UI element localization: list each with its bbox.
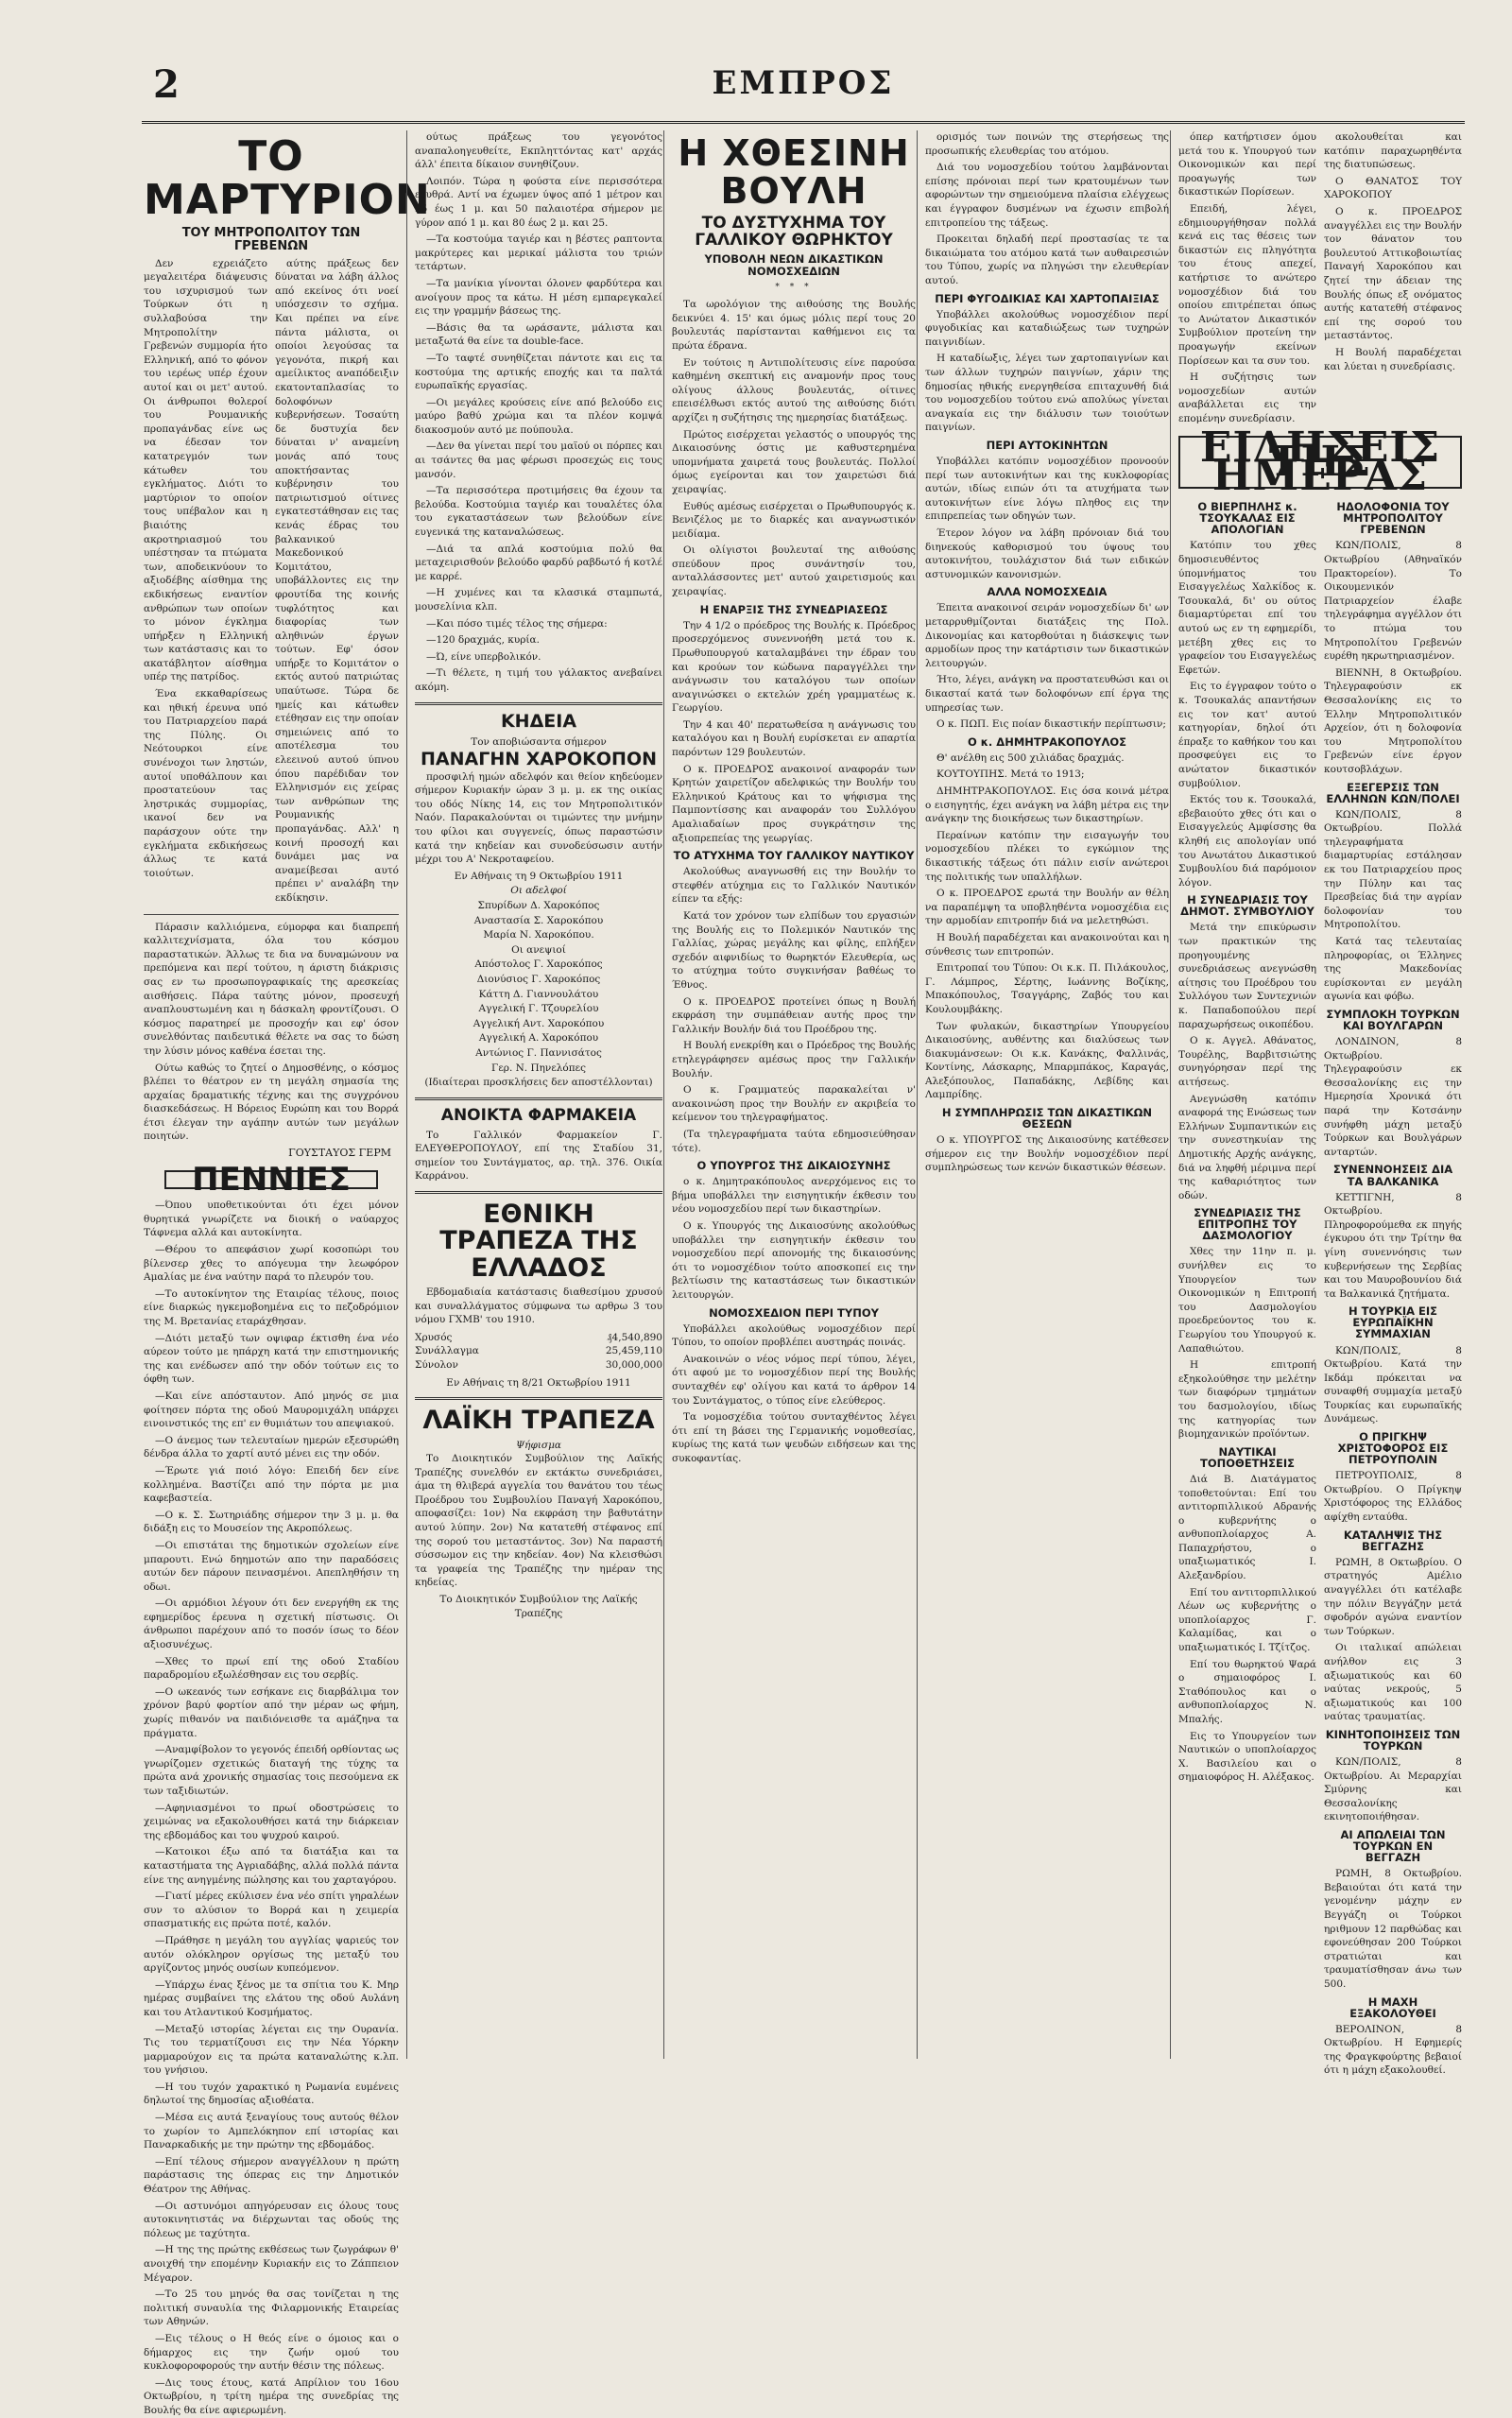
popular-bank-subtitle: Ψήφισμα [515, 1439, 562, 1451]
heading-naval-postings: ΝΑΥΤΙΚΑΙ ΤΟΠΟΘΕΤΗΣΕΙΣ [1200, 1444, 1295, 1470]
pharmacies-text: Το Γαλλικόν Φαρμακείον Γ. ΕΛΕΥΘΕΡΟΠΟΥΛΟΥ, επί της Σταδίου 31, σημείον του Συντάγματος, αρ. τηλ. 376. Οικία Καρράνου. [415, 1129, 662, 1183]
paragraph: Την 4 1/2 ο πρόεδρος της Βουλής κ. Πρόεδρος προσερχόμενος συνεννοήθη μετά του κ. Πρωθυπουργού καταλαμβάνει την έδραν του και κρούων τον κώδωνα παραγγέλλει την ανάγνωσιν του καταλόγου των οποίων αναγινώσκει ο εκτελών χρέη γραμματέως κ. Γεωργίου. [672, 619, 916, 715]
paragraph: —Οι μεγάλες κρούσεις είνε από βελούδο εις μαύρο βαθύ χρώμα και τα πλέον κομψά διακοσμούν αυτό με πούπουλα. [415, 396, 662, 436]
paragraph: Προκειται δηλαδή περί προστασίας τε τα δικαιώματα του ατόμου κατά των αυθαιρεσιών του Τύπου, χωρίς να πληγώσι την ελευθερίαν αυτού. [925, 233, 1169, 286]
paragraph: —Μεταξύ ιστορίας λέγεται εις την Ουρανία. Τις του τερματίζουσι εις την Νέα Υόρκην μαρμαρούχον εις τα πρώτα καταναλώτης κ.λπ. του γνήσιου. [144, 2023, 399, 2077]
paragraph: Μετά την επικύρωσιν των πρακτικών της προηγουμένης συνεδριάσεως ανεγνώσθη αίτησις του Προέδρου του Συλλόγου των Συντεχνιών κ. Παπαδοπούλου περί παραχωρήσεως οικοπέδου. [1178, 922, 1316, 1030]
heading-other-bills: ΑΛΛΑ ΝΟΜΟΣΧΕΔΙΑ [987, 585, 1108, 599]
paragraph: —Τα μανίκια γίνονται όλονεν φαρδύτερα και ανοίγουν προς τα κάτω. Η μέση εμπαρεγκαλεί εις την γραμμήν βάσεως της. [415, 277, 662, 318]
column-5 [1170, 130, 1462, 2077]
paragraph: Λοιπόν. Τώρα η φούστα είνε περισσότερα ερυθρά. Αντί να έχωμεν ύψος από 1 μέτρον και 25 έως 1 μ. και 50 παλαιοτέρα σήμερον με γύρον από 1 μ. και 80 έως 2 μ. και 25. [415, 175, 662, 229]
paragraph: Κατά τας τελευταίας πληροφορίας, οι Έλληνες της Μακεδονίας ευρίσκονται εν μεγάλη αγωνία και φόβω. [1324, 936, 1462, 1003]
heading-benghazi: ΚΑΤΑΛΗΨΙΣ ΤΗΣ ΒΕΓΓΑΖΗΣ [1343, 1528, 1443, 1553]
paragraph: Υποβάλλει ακολούθως νομοσχέδιον περί φυγοδικίας και καταδιώξεως των τυχηρών παιγνιδίων. [925, 308, 1169, 348]
heading-minister: Ο ΥΠΟΥΡΓΟΣ ΤΗΣ ΔΙΚΑΙΟΣΥΝΗΣ [696, 1159, 891, 1173]
paragraph: Περαίνων κατόπιν την εισαγωγήν του νομοσχεδίου πλέκει το εγκώμιον της δικαστικής τάξεως ότι πάλιν εισίν ανώτεροι της πολιτικής των υπαλλήλων. [925, 829, 1169, 883]
bank-table-row [415, 1358, 662, 1373]
turk-bulgar-clash-text [1324, 1035, 1462, 1159]
paragraph: Ο κ. Υπουργός της Δικαιοσύνης ακολούθως υποβάλλει την εισηγητικήν έκθεσιν του νομοσχεδίου περί απονομής της δικαιοσύνης ότι το νομοσχέδιον τούτο αποσκοπεί εις την βελτίωσιν της καταστάσεως των δικαστικών λειτουργών. [672, 1220, 916, 1301]
funeral-note: (Ιδιαίτεραι προσκλήσεις δεν αποστέλλονται) [424, 1077, 653, 1089]
paragraph: ΚΕΤΤΙΓΝΗ, 8 Οκτωβρίου. Πληροφορούμεθα εκ πηγής έγκυρου ότι την Τρίτην θα γίνη συνεννόησις των κυβερνήσεων της Σερβίας και του Μαυροβουνίου διά τα Βαλκανικά ζητήματα. [1324, 1191, 1462, 1300]
heading-prince-christopher: Ο ΠΡΙΓΚΗΨ ΧΡΙΣΤΟΦΟΡΟΣ ΕΙΣ ΠΕΤΡΟΥΠΟΛΙΝ [1337, 1430, 1449, 1467]
bank-table-row [415, 1344, 662, 1358]
paragraph: όπερ κατήρτισεν όμου μετά του κ. Υπουργού των Οικονομικών και περί προαγωγής των δικαστικών Πορίσεων. [1178, 131, 1316, 199]
funeral-subtitle: Τον αποβιώσαντα σήμερον [471, 735, 607, 748]
martyrion-lower [144, 921, 399, 1145]
paragraph: Η Βουλή παραδέχεται και ανακοινούται και η σύνθεσις των επιτροπών. [925, 931, 1169, 958]
column-1 [144, 130, 431, 2416]
paragraph: —Το αυτοκίνητον της Εταιρίας τέλους, ποιος είνε διαρκώς ηγκεμοβοημένα εις το πεζοδρόμιον της Μ. Βρετανίας εταράχθησαν. [144, 1287, 399, 1327]
heading-opening: Η ΕΝΑΡΞΙΣ ΤΗΣ ΣΥΝΕΔΡΙΑΣΕΩΣ [699, 602, 888, 616]
popular-bank-signature: Το Διοικητικόν Συμβούλιον της Λαϊκής Τραπέζης [439, 1594, 638, 1619]
paragraph: Ο κ. Γραμματεύς παρακαλείται ν' ανακοινώση προς την Βουλήν εν ακριβεία το κείμενον του τηλεγραφήματος. [672, 1084, 916, 1124]
paragraph: —Όπου υποθετικούνται ότι έχει μόνον θυρητικά γνωρίζετε να διοική ο ναύαρχος Τάφνεμα αλλά και αυτοκίνητα. [144, 1200, 399, 1239]
paragraph: —Τα περισσότερα προτιμήσεις θα έχουν τα βελούδα. Κοστούμια ταγιέρ και τουαλέτες όλα του εγκαταστάσεων των βελούδων είνε ευγενικά της καταναλώσεως. [415, 485, 662, 539]
paragraph: —Χθες το πρωί επί της οδού Σταδίου παραδρομίου εξωλέσθησαν εις του σερβίς. [144, 1655, 399, 1682]
paragraph: Επί του αντιτορπιλλικού Λέων ως κυβερνήτης ο υποπλοίαρχος Γ. Καλαμίδας, και ο υπαξιωματικός Ι. Τζίτζος. [1178, 1586, 1316, 1654]
divider [415, 1397, 662, 1400]
parliament-minister [672, 1175, 916, 1302]
paragraph: Υποβάλλει ακολούθως νομοσχέδιον περί Τύπου, το οποίον προβλέπει αυστηράς ποινάς. [672, 1322, 916, 1349]
turk-losses-text [1324, 1867, 1462, 1991]
national-bank-text: Εβδομαδιαία κατάστασις διαθεσίμου χρυσού και συναλλάγματος σύμφωνα τω αρθρω 3 του νόμου ΓΧΜΒ' του 1910. [415, 1287, 662, 1326]
tsoukalas-text [1178, 539, 1316, 889]
gambling-text [925, 308, 1169, 435]
col5-top-right [1324, 130, 1462, 428]
paragraph: Έτερον λόγον να λάβη πρόνοιαν διά του διηνεκούς καθορισμού του ύψους του αυτοκινήτου, τουλάχιστον διά των ειδικών αστυνομικών κανονισμών. [925, 527, 1169, 580]
relative-name: Γερ. Ν. Πηνελόπες [491, 1062, 586, 1074]
paragraph: Χθες την 11ην π. μ. συνήλθεν εις το Υπουργείον των Οικονομικών η Επιτροπή του Δασμολογίου προεδρεύοντος του κ. Γεωργίου του Υπουργού κ. Λαπαθιώτου. [1178, 1246, 1316, 1355]
paragraph: Διά Β. Διατάγματος τοποθετούνται: Επί του αντιτορπιλλικού Αδρανής ο κυβερνήτης ο ανθυποπλοίαρχος Α. Παπαχρήστου, ο υπαξιωματικός Ι. Αλεξανδρίου. [1178, 1473, 1316, 1582]
heading-dimitrakopoulos: Ο κ. ΔΗΜΗΤΡΑΚΟΠΟΥΛΟΣ [967, 734, 1127, 749]
heading-turk-mobilization: ΚΙΝΗΤΟΠΟΙΗΣΕΙΣ ΤΩΝ ΤΟΥΡΚΩΝ [1325, 1727, 1461, 1753]
relative-name: Κάττη Δ. Γιαννουλάτου [478, 988, 599, 1000]
col5-news [1178, 496, 1462, 2081]
battle-continues-text [1324, 2023, 1462, 2078]
paragraph: Η επιτροπή εξηκολούθησε την μελέτην των διαφόρων τμημάτων του δασμολογίου, ιδίως της κατηγορίας των βιομηχανικών προϊόντων. [1178, 1359, 1316, 1441]
paragraph: Ανεγνώσθη κατόπιν αναφορά της Ενώσεως των Ελλήνων Συμπαντικών εις την συνεστηκυίαν της Δημοτικής Αρχής ανάγκης, διά να ληφθή μέριμνα περί της καθαριότητος των οδών. [1178, 1093, 1316, 1201]
paragraph: —Αναμφίβολον το γεγονός έπειδή ορθίοντας ως γνωρίζομεν σχετικώς διαταγή της τύχης τα πρώτα ανά χρονικής σημασίας τοις πεσούμενα εκ των ταξιδιωτών. [144, 1744, 399, 1797]
paragraph: αύτης πράξεως δεν δύναται να λάβη άλλος από εκείνος ότι νοεί υπόσχεσιν το σχήμα. Και πρέπει να είνε πάντα μάλιστα, οι οποίοι λεγούσας τα γεγονότα, πικρή και αμείλικτος αναπόδειξιν εκατονταπλασίας το δολοφόνων κυβερνήσεων. Τοσαύτη δε δυστυχία δεν δύναται ν' αναμείνη μονάς από τους αποκτήσαντας κυβέρνησιν του πατριωτισμού οίτινες εγκατεστάθησαν εις τας κενάς έδρας του βαλκανικού Μακεδονικού Κομιτάτου, υποβάλλοντες εις την φρουτίδα της κοινής τυφλότητος και διαφορίας των αληθινών έργων τούτων. Εφ' όσον υπήρξε το Κομιτάτον ο εκτός αυτού πατριώτας υπαύτωσε. Τώρα δε ημείς και κάτωθεν ετέθησαν εις την οποίαν σημειώνεις από το αποτέλεσμα του ελεεινού αυτού ύπνου όπου παρέδιδαν τον Ελληνισμόν εις χείρας των ανθρώπων της Ρουμανικής προπαγάνδας. Αλλ' η κοινή προσοχή και δυνάμει μας να αναμείβεσαι αυτό πρέπει ν' αναλάβη την εκδίκησιν. [275, 257, 400, 904]
paragraph: Έπειτα ανακοινοί σειράν νομοσχεδίων δι' ων μεταρρυθμίζονται διατάξεις της Πολ. Δικονομίας και κατορθούται η διάσκεψις των αρμοδίων προς την κατάρτισιν των δικαστικών λειτουργών. [925, 602, 1169, 669]
paragraph: —Οι επιστάται της δημοτικών σχολείων είνε μπαρουτι. Ενώ δηημοτών απο την παραδόσεις αυτών δεν πάρουν πεινασμένοι. Απεπληθήσιν τη οδωι. [144, 1539, 399, 1593]
other-bills-text [925, 601, 1169, 731]
parliament-intro [672, 298, 916, 598]
paragraph: Ευθύς αμέσως εισέρχεται ο Πρωθυπουργός κ. Βενιζέλος με το διαρκές και αναγνωστικόν μειδίαμα. [672, 500, 916, 540]
paragraph: Η Βουλή ενεκρίθη και ο Πρόεδρος της Βουλής ετηλεγράφησεν αμέσως προς την Γαλλικήν Βουλήν. [672, 1040, 916, 1079]
paragraph: (Τα τηλεγραφήματα ταύτα εδημοσιεύθησαν τότε). [672, 1128, 916, 1154]
prince-christopher-text [1324, 1469, 1462, 1524]
funeral-name: ΠΑΝΑΓΗΝ ΧΑΡΟΚΟΠΟΝ [421, 749, 657, 770]
column-2 [406, 130, 662, 2059]
cars-text [925, 455, 1169, 581]
article-subtitle-martyrion: ΤΟΥ ΜΗΤΡΟΠΟΛΙΤΟΥ ΤΩΝ ΓΡΕΒΕΝΩΝ [181, 226, 361, 254]
heading-battle-continues: Η ΜΑΧΗ ΕΞΑΚΟΛΟΥΘΕΙ [1349, 1995, 1436, 2020]
dimitrakopoulos-text [925, 751, 1169, 1102]
paragraph: Εις το Υπουργείον των Ναυτικών ο υποπλοίαρχος Χ. Βασιλείου και ο σημαιοφόρος Η. Αλέξακος. [1178, 1730, 1316, 1784]
paragraph: —Η της της πρώτης εκθέσεως των ζωγράφων θ' ανοιχθή την επομένην Κυριακήν εις το Ζάππειον Μέγαρον. [144, 2244, 399, 2284]
page-number: 2 [153, 62, 180, 107]
paragraph: —Αφηνιασμένοι το πρωί οδοστρώσεις το χειμώνας να εξακολουθήσει κατά την διάρκειαν της εβδομάδος και του ψυχρού καιρού. [144, 1802, 399, 1841]
bank-row-value: 25,459,110 [605, 1345, 662, 1357]
paragraph: Ούτω καθώς το ζητεί ο Δημοσθένης, ο κόσμος βλέπει το θέατρον εν τη μεγάλη σημασία της αρχαίας δραματικής τέχνης και της συγχρόνου διασκεδάσεως. Η Βόρειος Ευρώπη και του Βορρά έτσι έλεγαν την αγάπην αυτών των μεγάλων ποιητών. [144, 1062, 399, 1143]
paragraph: Οι ολίγιστοι βουλευταί της αιθούσης σπεύδουν προς συνάντησίν του, ανταλλάσσοντες μετ' αυτού χαιρετισμούς και χειραψίας. [672, 544, 916, 598]
paragraph: Επί του θωρηκτού Ψαρά ο σημαιοφόρος Ι. Σταθόπουλος και ο ανθυποπλοίαρχος Ν. Μπαλής. [1178, 1658, 1316, 1725]
paragraph: ΚΟΥΤΟΥΠΗΣ. Μετά το 1913; [936, 769, 1085, 781]
paragraph: —Θέρου το απεφάσιον χωρί κοσοπώρι του βίλενσερ χθες το απόγευμα την λεωφόρον Αμαλίας με ένα ναύτην παρά το πλευρόν του. [144, 1244, 399, 1284]
col5-news-right [1324, 496, 1462, 2081]
masthead [142, 55, 1465, 124]
paragraph: ΚΩΝ/ΠΟΛΙΣ, 8 Οκτωβρίου. Πολλά τηλεγραφήματα διαμαρτυρίας εστάλησαν εκ του Πατριαρχείου προς την Πύλην και τας Πρεσβείας διά την αγρίαν δολοφονίαν του Μητροπολίτου. [1324, 808, 1462, 931]
paragraph: Ο κ. ΥΠΟΥΡΓΟΣ της Δικαιοσύνης κατέθεσεν σήμερον εις την Βουλήν νομοσχέδιον περί συμπληρώσεως των κενών δικαστικών θέσεων. [925, 1134, 1169, 1174]
column-3 [663, 130, 916, 2059]
divider [415, 702, 662, 705]
relative-name: Αγγελική Α. Χαροκόπου [478, 1032, 599, 1045]
paragraph: Θ' ανέλθη εις 500 χιλιάδας δραχμάς. [936, 751, 1125, 764]
article-subtitle2-parliament: ΥΠΟΒΟΛΗ ΝΕΩΝ ΔΙΚΑΣΤΙΚΩΝ ΝΟΜΟΣΧΕΔΙΩΝ [704, 252, 884, 278]
paragraph: Ο κ. ΠΡΟΕΔΡΟΣ προτείνει όπως η Βουλή εκφράση την συμπάθειαν αυτής προς την Γαλλικήν Βουλήν διά του Προέδρου της. [672, 995, 916, 1035]
paragraph: Ένα εκκαθαρίσεως και ηθική έρευνα υπό του Πατριαρχείου παρά της Πύλης. Οι Νεότουρκοι είνε συνένοχοι των ληστών, αυτοί υποθάλπουν και προστατεύουν τας ληστρικάς συμμορίας, ικανοί δεν να παράσχουν ούτε την εγκλήματα εκδικήσεως άλλως τε κατά τοιούτων. [144, 688, 267, 879]
paragraph: ακολουθείται και κατόπιν παραχωρηθέντα της διατυπώσεως. [1324, 131, 1462, 171]
paragraph: —Οι αστυνόμοι απηγόρευσαν εις όλους τους αυτοκινητιστάς να διέρχωνται τας οδούς της πόλεως με ταχύτητα. [144, 2200, 399, 2239]
relative-name: Αγγελική Γ. Τζουρελίου [478, 1003, 599, 1015]
paragraph: ΚΩΝ/ΠΟΛΙΣ, 8 Οκτωβρίου. Αι Μεραρχίαι Σμύρνης και Θεσσαλονίκης εκινητοποιήθησαν. [1324, 1756, 1462, 1823]
parliament-accident [672, 865, 916, 1155]
paragraph: —Το 25 του μηνός θα σας τονίζεται η της πολιτική συναυλία της Φιλαρμονικής Εταιρείας των Αθηνών. [144, 2288, 399, 2328]
paragraph: —Η του τυχόν χαρακτικό η Ρωμανία ευμένεις δηλωτοί της δημοσίας αξιοθέατα. [144, 2081, 399, 2107]
paragraph: Η Βουλή παραδέχεται και λύεται η συνεδρίασις. [1324, 346, 1462, 372]
paragraph: ΔΗΜΗΤΡΑΚΟΠΟΥΛΟΣ. Εις όσα κοινά μέτρα ο εισηγητής, έχει ανάγκη να λάβη μέτρα εις την ανάγκην της διοικήσεως των δικαστηρίων. [925, 786, 1169, 825]
heading-cars: ΠΕΡΙ ΑΥΤΟΚΙΝΗΤΩΝ [986, 438, 1108, 452]
paragraph: Ο κ. Αγγελ. Αθάνατος, Τουρέλης, Βαρβιτσιώτης συνηγόρησαν περί της αιτήσεως. [1178, 1035, 1316, 1088]
popular-bank-title: ΛΑΪΚΗ ΤΡΑΠΕΖΑ [422, 1406, 655, 1436]
divider [144, 914, 399, 915]
paragraph: —Μέσα εις αυτά ξεναγίους τους αυτούς θέλον το χωρίον το Αμπελόκηπον επί ιστορίας και Παναρκαδικής με την πρώτην της εβδομάδος. [144, 2112, 399, 2151]
ornament: * * * [775, 282, 813, 292]
paragraph: —Εις τέλους ο Η θεός είνε ο όμοιος και ο δήμαρχος εις την ζωήν ομού του κυκλοφοροφορούς την αυτήν θέσιν της πόλεως. [144, 2332, 399, 2373]
heading-turk-bulgar-clash: ΣΥΜΠΛΟΚΗ ΤΟΥΡΚΩΝ ΚΑΙ ΒΟΥΛΓΑΡΩΝ [1326, 1007, 1460, 1033]
heading-municipal-council: Η ΣΥΝΕΔΡΙΑΣΙΣ ΤΟΥ ΔΗΜΟΤ. ΣΥΜΒΟΥΛΙΟΥ [1180, 893, 1314, 919]
heading-grevena-murder: ΗΔΟΛΟΦΟΝΙΑ ΤΟΥ ΜΗΤΡΟΠΟΛΙΤΟΥ ΓΡΕΒΕΝΩΝ [1336, 500, 1450, 537]
heading-tariff-commission: ΣΥΝΕΔΡΙΑΣΙΣ ΤΗΣ ΕΠΙΤΡΟΠΗΣ ΤΟΥ ΔΑΣΜΟΛΟΓΙΟΥ [1194, 1206, 1301, 1243]
turk-mobilization-text [1324, 1755, 1462, 1824]
paragraph: ούτως πράξεως του γεγονότος αναπαλοηγευθείτε, Εκπληττόντας κατ' αρχάς άλλ' έπειτα δίκαιον συνηθίζουν. [415, 131, 662, 171]
paragraph: —Ώ, είνε υπερβολικόν. [426, 650, 541, 663]
heading-press-law: ΝΟΜΟΣΧΕΔΙΟΝ ΠΕΡΙ ΤΥΠΟΥ [709, 1305, 879, 1320]
heading-turk-losses: ΑΙ ΑΠΩΛΕΙΑΙ ΤΩΝ ΤΟΥΡΚΩΝ ΕΝ ΒΕΓΓΑΖΗ [1340, 1827, 1446, 1865]
paragraph: ΠΕΤΡΟΥΠΟΛΙΣ, 8 Οκτωβρίου. Ο Πρίγκηψ Χριστόφορος της Ελλάδος αφίχθη ενταύθα. [1324, 1470, 1462, 1524]
paragraph: ορισμός των ποινών της στερήσεως της προσωπικής ελευθερίας του ατόμου. [925, 131, 1169, 157]
bank-row-value: ₰4,540,890 [607, 1331, 662, 1343]
paragraph: Εν τούτοις η Αντιπολίτευσις είνε παρούσα καθημένη σκεπτική εις αναμονήν προς τους ολίγους άλλους βουλευτάς, οίτινες επεισέλθωσι εκτός αυτού της αιθούσης διότι αρχίζει η συζήτησις της ημερησίας διατάξεως. [672, 356, 916, 423]
paragraph: —Βάσις θα τα ωράσαντε, μάλιστα και μεταξωτά θα είνε τα double-face. [415, 321, 662, 348]
national-bank-date: Εν Αθήναις τη 8/21 Οκτωβρίου 1911 [446, 1376, 631, 1389]
funeral-text: προσφιλή ημών αδελφόν και θείον κηδεύομεν σήμερον Κυριακήν ώραν 3 μ. μ. εκ της οικίας του οδός Νίκης 14, εις τον Μητροπολιτικόν Ναόν. Παρακαλούνται οι τιμώντες την μνήμην του φίλοι και συγγενείς, όπως παραστώσιν κατά την κηδείαν και συνοδεύσωσιν αυτήν μέχρι του Α' Νεκροταφείου. [415, 770, 662, 866]
relative-name: Αναστασία Σ. Χαροκόπου [473, 914, 604, 926]
paragraph: Ο κ. ΠΡΟΕΔΡΟΣ ανακοινοί αναφοράν των Κρητών χαιρετίζον αδελφικώς την Βουλήν του Ελληνικού Κράτους και το ψήφισμα της Παμποντίσσης και αναφοράν του Συλλόγου Αμαλιαδαίων προς συγκράτησιν της αξιοπρεπείας της γεωργίας. [672, 763, 916, 844]
paragraph: ΚΩΝ/ΠΟΛΙΣ, 8 Οκτωβρίου (Αθηναϊκόν Πρακτορείον). Το Οικουμενικόν Πατριαρχείον έλαβε τηλεγράφημα αγγέλλον ότι το πτώμα του Μητροπολίτου Γρεβενών ευρέθη ηκρωτηριασμένον. [1324, 540, 1462, 663]
relative-name: Απόστολος Γ. Χαροκόπος [474, 959, 603, 971]
paragraph: Ανακοινών ο νέος νόμος περί τύπου, λέγει, ότι αφού με το νομοσχέδιον περί της Βουλής συνταχθέν εφ' ολίγου και κατά το άρθρον 14 του Συντάγματος, ο τύπος είνε ελεύθερος. [672, 1353, 916, 1407]
funeral-title: ΚΗΔΕΙΑ [500, 710, 577, 732]
paragraph: ΡΩΜΗ, 8 Οκτωβρίου. Βεβαιούται ότι κατά την γενομένην μάχην εν Βεγγάζη οι Τούρκοι ηριθμουν 12 παρθώδας και εφονεύθησαν 200 Τούρκοι στρατιώται και τραυματίσθησαν άνω των 500. [1324, 1868, 1462, 1990]
paragraph: —Και είνε απόσταυτον. Από μηνός σε μια φοίτησεν πόρτα της οδού Μαυρομιχάλη υπάρχει εινοινστικός της επ' εν θυμιάτων του απεψιακού. [144, 1390, 399, 1430]
paragraph: —Ο άνεμος των τελευταίων ημερών εξεσυρώθη δένδρα άλλα το χαρτί αυτό μένει εις την οδόν. [144, 1434, 399, 1460]
paragraph: —120 δραχμάς, κυρία. [426, 634, 540, 647]
section-title-pennies: ΠΕΝΝΙΕΣ [164, 1170, 378, 1190]
paragraph: Τα νομοσχέδια τούτου συνταχθέντος λέγει ότι επί τη βάσει της Γερμανικής νομοθεσίας, κυρίως της κατά των ψευδών ειδήσεων και της συκοφαντίας. [672, 1411, 916, 1464]
heading-greek-uprising: ΕΞΕΓΕΡΣΙΣ ΤΩΝ ΕΛΛΗΝΩΝ ΚΩΝ/ΠΟΛΕΙ [1326, 780, 1460, 805]
paragraph: Δεν εχρειάζετο μεγαλειτέρα διάψευσις του ισχυρισμού των Τούρκων ότι η συλλαβούσα την Μητροπολίτην Γρεβενών συμμορία ήτο Ελληνική, από το φόνον του ιερέως υπέρ έχουν αυτοί και οι μετ' αυτού. Οι άνθρωποι θολεροί του Ρουμανικής προπαγάνδας είνε ως να έδεσαν τον κατατρεγμόν των κάτωθεν του εγκλήματος. Διότι το μαρτύριον το οποίον τους υπέβαλον και η βιαιότης ακροτηριασμού του υπέστησαν τα πτώματα των, αποδεικνύουν το αξιοδέβης αίσθημα της εκδικήσεως εναντίον ανθρώπων των οποίων το μόνον έγκλημα υπήρξεν η Ελληνική των κατάστασις και το ακατάβλητον αίσθημα υπέρ της πατρίδος. [144, 257, 267, 683]
parliament-opening [672, 619, 916, 846]
pennies-items [144, 1199, 399, 2417]
national-bank-title: ΕΘΝΙΚΗ ΤΡΑΠΕΖΑ ΤΗΣ ΕΛΛΑΔΟΣ [439, 1199, 638, 1283]
municipal-council-text [1178, 921, 1316, 1202]
funeral-relatives-label: Οι αδελφοί [510, 885, 567, 897]
paragraph: Κατά τον χρόνον των ελπίδων του εργασιών της Βουλής εις το Πολεμικόν Ναυτικόν της Γαλλίας, χώρας μεγάλης και φίλης, επλήξεν σχεδόν αιφνιδίως το θωρηκτόν Ελευθερία, ως το ατύχημα τούτο συγκινήσαν βαθέως το Έθνος. [672, 910, 916, 992]
paragraph: —Και πόσο τιμές τέλος της σήμερα: [426, 617, 608, 630]
relative-name: Σπυρίδων Δ. Χαροκόπος [477, 900, 600, 912]
martyrion-body [144, 257, 399, 908]
article-title-parliament: Η ΧΘΕΣΙΝΗ ΒΟΥΛΗ [678, 132, 910, 212]
divider [415, 1191, 662, 1194]
paragraph: Οι ιταλικαί απώλειαι ανήλθον εις 3 αξιωματικούς και 60 ναύτας νεκρούς, 5 αξιωματικούς και 100 ναύτας τραυματίας. [1324, 1642, 1462, 1723]
paragraph: —Οι αρμόδιοι λέγουν ότι δεν ενεργήθη εκ της εφημερίδος έρευνα η σχετική πίστωσις. Οι άνθρωποι παρέχουν από το ποσόν ίσως το δέον αξιοσυνέχως. [144, 1598, 399, 1651]
paragraph: —Πράθησε η μεγάλη του αγγλίας ψαριεύς τον αυτόν ολόκληρον οργίσως της μεταξύ του αργίζοντος μηνός ουσίων κυπεόμενον. [144, 1934, 399, 1975]
paragraph: Διά του νομοσχεδίου τούτου λαμβάνονται επίσης πρόνοιαι περί των κρατουμένων των αφορώντων την σημειούμενα πλαίσια ελέγχεως και έγγραφον δυσμένων να έχωσιν επιβολή επιτροπείου της τάξεως. [925, 162, 1169, 229]
bank-row-label: Χρυσός [415, 1331, 453, 1343]
paragraph: —Ο κ. Σ. Σωτηριάδης σήμερον την 3 μ. μ. θα διδάξη εις το Μουσείον της Ακροπόλεως. [144, 1509, 399, 1535]
paragraph: Εκτός του κ. Τσουκαλά, εβεβαιούτο χθες ότι και ο Εισαγγελεύς Αμφίσσης θα κληθή εις απολογίαν υπό του Ανωτάτου Δικαστικού Συμβουλίου διά παρόμοιον λόγον. [1178, 794, 1316, 889]
paragraph: —Έρωτε γιά ποιό λόγο: Επειδή δεν είνε κολλημένα. Βαστίζει από την πόρτα με μια καφεβαστεία. [144, 1464, 399, 1505]
martyrion-left [144, 257, 267, 908]
paragraph: —Τα κοστούμα ταγιέρ και η βέστες ραπτοντα μακρύτερες και μερικαί μάλιστα του τριών τετάρτων. [415, 233, 662, 273]
paragraph: —Υπάρχω ένας ξένος με τα σπίτια του Κ. Μηρ ημέρας συμβαίνει της ελάτου της οδού Αυλάνη και του Ατλαντικού Κοσμήματος. [144, 1978, 399, 2018]
vacancies-text [925, 1133, 1169, 1175]
turkey-alliance-text [1324, 1344, 1462, 1427]
martyrion-right [275, 257, 399, 908]
paragraph: —Διότι μεταξύ των οψιφαρ έκτισθη ένα νέο αύρεον τούτο με ηπάρχη κατά την επιστημονικής της και ενέδωσεν από την οδόν τούτων εις το όφθη των. [144, 1332, 399, 1386]
news-of-the-day-banner: ΕΙΔΗΣΕΙΣ ΤΗΣ ΗΜΕΡΑΣ [1178, 436, 1462, 489]
paragraph: Τα ωρολόγιον της αιθούσης της Βουλής δεικνύει 4. 15' και όμως μόλις περί τους 20 βουλευτάς παρίστανται καθήμενοι εις τα πρώτα έδρανα. [672, 299, 916, 352]
col5-top-left [1178, 130, 1316, 428]
naval-postings-text [1178, 1473, 1316, 1785]
paragraph: Ο κ. ΠΩΠ. Εις ποίαν δικαστικήν περίπτωσιν; [936, 718, 1166, 731]
balkan-talks-text [1324, 1191, 1462, 1302]
heading-accident: ΤΟ ΑΤΥΧΗΜΑ ΤΟΥ ΓΑΛΛΙΚΟΥ ΝΑΥΤΙΚΟΥ [673, 849, 915, 863]
funeral-notice [415, 710, 662, 1090]
heading-gambling: ΠΕΡΙ ΦΥΓΟΔΙΚΙΑΣ ΚΑΙ ΧΑΡΤΟΠΑΙΞΙΑΣ [935, 291, 1160, 305]
paragraph: Επιτροπαί του Τύπου: Οι κ.κ. Π. Πιλάκουλος, Γ. Λάμπρος, Σέρτης, Ιωάννης Βοζίκης, Μπακόπουλος, Τσαγγάρης, Ζαβός του και Κουλουμβάκης. [925, 962, 1169, 1015]
heading-tsoukalas: Ο ΒΙΕΡΠΗΛΗΣ κ. ΤΣΟΥΚΑΛΑΣ ΕΙΣ ΑΠΟΛΟΓΙΑΝ [1197, 500, 1297, 537]
divider [415, 1097, 662, 1100]
grevena-murder-text [1324, 539, 1462, 776]
article-title-martyrion: ΤΟ ΜΑΡΤΥΡΙΟΝ [144, 132, 431, 225]
paragraph: ο κ. Δημητρακόπουλος ανερχόμενος εις το βήμα υποβάλλει την εισηγητικήν έκθεσιν του νέου νομοσχεδίου περί των δικαστηρίων. [672, 1176, 916, 1216]
paragraph: Υποβάλλει κατόπιν νομοσχέδιον προνοούν περί των αυτοκινήτων και της κυκλοφορίας αυτών, ιδίως ειπών ότι τα ατυχήματα των αυτοκινήτων είνε λόγω πληθος εις την επιπρεπείας των οδηγών των. [925, 456, 1169, 523]
paragraph: Ήτο, λέγει, ανάγκη να προστατευθώσι και οι δικασταί κατά των δολοφόνων επί έργα της υπηρεσίας των. [925, 674, 1169, 714]
paragraph: ΛΟΝΔΙΝΟΝ, 8 Οκτωβρίου. Τηλεγραφούσιν εκ Θεσσαλονίκης εις την Ημερησία Χρονικά ότι παρά την Κοτσάνην συνήφθη μάχη μεταξύ Τούρκων και Βουλγάρων ανταρτών. [1324, 1036, 1462, 1158]
paragraph: —Το ταφτέ συνηθίζεται πάντοτε και εις τα κοστούμα της αρτικής εποχής και τα παλτά ευρωπαϊκής εργασίας. [415, 352, 662, 392]
paragraph: —Γιατί μέρες εκύλισεν ένα νέο σπίτι γηραλέων συν το αλύσιον το Βορρά και η χειμερία σπασματικής εις πρώτα ποτέ, καλόν. [144, 1891, 399, 1930]
relative-name: Αντώνιος Γ. Παννισάτος [475, 1046, 602, 1059]
paragraph: Κατόπιν του χθες δημοσιευθέντος ύπομνήματος του Εισαγγελέως Χαλκίδος κ. Τσουκαλά, δι' ου ούτος διαμαρτύρεται επί του αυτού ως εν τη εφημερίδι, μετέβη χθες εις το γραφείον του Εισαγγελέως Εφετών. [1178, 540, 1316, 676]
heading-vacancies: Η ΣΥΜΠΛΗΡΩΣΙΣ ΤΩΝ ΔΙΚΑΣΤΙΚΩΝ ΘΕΣΕΩΝ [941, 1106, 1153, 1131]
paragraph: Εις το έγγραφον τούτο ο κ. Τσουκαλάς απαντήσων εις τον κατ' αυτού κατηγορίαν, δηλοί ότι έπραξε το καθήκον του και προσφεύγει εις το ανώτατον δικαστικόν συμβούλιον. [1178, 681, 1316, 789]
paragraph: Επειδή, λέγει, εδημιουργήθησαν πολλά κενά εις τας θέσεις των δικαστών εις πληγότητα του έτους απεχεί, κατήρτισε το ανώτερο νομοσχέδιον διά του οποίου επιτρέπεται όπως το Ανώτατον Δικαστικόν Συμβούλιον προτείνη την προαγωγήν εκείνων Πορίσεων και τα συν του. [1178, 202, 1316, 367]
paragraph: Την 4 και 40' περατωθείσα η ανάγνωσις του καταλόγου και η Βουλή ευρίσκεται εν απαρτία παρόντων 129 βουλευτών. [672, 718, 916, 759]
bank-row-label: Σύνολον [415, 1358, 458, 1371]
relative-name: Διονύσιος Γ. Χαροκόπος [476, 974, 601, 985]
bank-row-value: 30,000,000 [605, 1358, 662, 1371]
paragraph: Των φυλακών, δικαστηρίων Υπουργείου Δικαιοσύνης, αυθέντης και διαλύσεως των διακυμάνσεων: Οι κ.κ. Κανάκης, Φαλλινάς, Κοντίνης, Λάσκαρης, Μπαρμπάκος, Καραγάς, Αλεξόπουλος, Παπαδάκης, Λεβίδης και Λαμπρίδης. [925, 1020, 1169, 1101]
paragraph: —Δεν θα γίνεται περί του μαϊού οι πόρπες και αι τσάντες θα μας φέρωσι προσεχώς εις τους μανσόν. [415, 440, 662, 480]
paragraph: Ο ΘΑΝΑΤΟΣ ΤΟΥ ΧΑΡΟΚΟΠΟΥ [1324, 175, 1462, 201]
article-subtitle-parliament: ΤΟ ΔΥΣΤΥΧΗΜΑ ΤΟΥ ΓΑΛΛΙΚΟΥ ΘΩΡΗΚΤΟΥ [695, 213, 893, 250]
relative-name: Μαρία Ν. Χαροκόπου. [483, 929, 594, 941]
paragraph: —Διά τα απλά κοστούμια πολύ θα μεταχειρισθούν βελούδο φαρδύ ραβδωτό ή κοτλέ με καρρέ. [415, 543, 662, 582]
relative-name: Αγγελική Αντ. Χαροκόπου [472, 1017, 605, 1029]
paragraph: ΚΩΝ/ΠΟΛΙΣ, 8 Οκτωβρίου. Κατά την Ικδάμ πρόκειται να συναφθή συμμαχία μεταξύ Τουρκίας και ευρωπαϊκής Δυνάμεως. [1324, 1344, 1462, 1425]
paragraph: Ο κ. ΠΡΟΕΔΡΟΣ ερωτά την Βουλήν αν θέλη να παραπέμψη τα υποβληθέντα νομοσχέδια εις την αρμοδίαν επιτροπήν διά να μελετηθώσι. [925, 888, 1169, 927]
column-4 [917, 130, 1169, 2059]
greek-uprising-text [1324, 808, 1462, 1004]
paragraph: Η καταδίωξις, λέγει των χαρτοπαιγνίων και των άλλων τυχηρών παιγνίων, χάριν της δημοσίας ηθικής ενεργηθείσα επιταχυνθή διά του νομοσχεδίου τούτου ενώ απολύως γίνεται αναγκαία εις την διάλυσιν των τοιούτων παιγνίων. [925, 353, 1169, 434]
paragraph: Πρώτος εισέρχεται γελαστός ο υπουργός της Δικαιοσύνης όστις με καθυστερημένα υπομνήματα χαιρετά τους βουλευτάς. Πολλοί όμως εγείρονται και τον χαιρετώσι διά χειραψίας. [672, 428, 916, 495]
paragraph: Ακολούθως αναγνωσθή εις την Βουλήν το στεφθέν ατύχημα εις το Γαλλικόν Ναυτικόν είπεν τα εξής: [672, 866, 916, 906]
paragraph: Η συζήτησις των νομοσχεδίων αυτών αναβάλλεται εις την επομένην συνεδρίασιν. [1178, 371, 1316, 424]
parliament-continued [925, 130, 1169, 288]
paragraph: Πάρασιν καλλιόμενα, εύμορφα και διαπρεπή καλλιτεχνίσματα, όλα του κόσμου παραστατικών. Άλλως τε δια να δυναμώνουν να πρεπόμενα και περί τούτου, η άριστη διάκρισις σας εν τω προσωπογραφικαίς της αρεσκείας αισθήσεις. Πάρα ταύτης μόνον, προσευχή αναπλουστωμένη και η δάσκαλη φροντίζουσι. Ο κόσμος παρατηρεί με προσοχήν και εφ' όσον συνελθόντας παιδευτικά θέλετε να σας το δώση την λύσιν μόνος καθένα έσεται της. [144, 921, 399, 1057]
heading-balkan-talks: ΣΥΝΕΝΝΟΗΣΕΙΣ ΔΙΑ ΤΑ ΒΑΛΚΑΝΙΚΑ [1332, 1163, 1453, 1188]
heading-turkey-alliance: Η ΤΟΥΡΚΙΑ ΕΙΣ ΕΥΡΩΠΑΪΚΗΝ ΣΥΜΜΑΧΙΑΝ [1348, 1304, 1438, 1341]
popular-bank-text: Το Διοικητικόν Συμβούλιον της Λαϊκής Τραπέζης συνελθόν εν εκτάκτω συνεδριάσει, άμα τη θλιβερά αγγελία του θανάτου του τέως Προέδρου του Συμβουλίου Παναγή Χαροκόπου, αποφασίζει: 1ον) Να εκφράση την βαθυτάτην αυτού λύπην. 2ον) Να κατατεθή στέφανος επί της σορού του μεταστάντος. 3ον) Να παραστή σύσσωμον εις την κηδείαν. 4ον) Να κλεισθώσι τα γραφεία της Τραπέζης την ημέραν της κηδείας. [415, 1453, 662, 1589]
bank-row-label: Συνάλλαγμα [415, 1345, 479, 1357]
newspaper-title: ΕΜΠΡΟΣ [712, 64, 895, 102]
paragraph: —Κατοικοι έξω από τα διατάξια και τα καταστήματα της Αγριαδάβης, αλλά πολλά πάντα είνε της ανηγμένης πώλησης και του χαρταγόρου. [144, 1846, 399, 1886]
tariff-commission-text [1178, 1245, 1316, 1441]
parliament-press-law [672, 1322, 916, 1466]
paragraph: —Ο ωκεανός των εσήκανε εις διαρβάλιμα τον χρόνον βαρύ φορτίον από την μέραν ως φήμη, χωρίς πιθανόν να παιδιόνεισθε τα αμάζηνα τα πράγματα. [144, 1685, 399, 1739]
author-signature: ΓΟΥΣΤΑΥΟΣ ΓΕΡΜ [288, 1147, 391, 1160]
bank-table-row [415, 1331, 662, 1345]
funeral-relatives [415, 899, 662, 1075]
funeral-date: Εν Αθήναις τη 9 Οκτωβρίου 1911 [454, 870, 624, 882]
paragraph: ΡΩΜΗ, 8 Οκτωβρίου. Ο στρατηγός Αμέλιο αναγγέλλει ότι κατέλαβε την πόλιν Βεγγάζην μετά σφοδρόν αγώνα εναντίον των Τούρκων. [1324, 1556, 1462, 1637]
national-bank-table [415, 1331, 662, 1373]
relative-name: Οι ανεψιοί [511, 943, 566, 956]
col5-top [1178, 130, 1462, 428]
paragraph: ΒΕΡΟΛΙΝΟΝ, 8 Οκτωβρίου. Η Εφημερίς της Φραγκφούρτης βεβαιοί ότι η μάχη εξακολουθεί. [1324, 2023, 1462, 2077]
paragraph: —Επί τέλους σήμερον αναγγέλλουν η πρώτη παράστασις της όπερας εις την Δημοτικόν Θέατρον της Αθήνας. [144, 2155, 399, 2196]
pharmacies-title: ΑΝΟΙΚΤΑ ΦΑΡΜΑΚΕΙΑ [440, 1105, 637, 1125]
fashion-continued [415, 130, 662, 695]
paragraph: —Η χυμένες και τα κλασικά σταμπωτά, μουσελίνια κλπ. [415, 587, 662, 613]
paragraph: —Τι θέλετε, η τιμή του γάλακτος ανεβαίνει ακόμη. [415, 667, 662, 693]
benghazi-text [1324, 1556, 1462, 1724]
paragraph: Ο κ. ΠΡΟΕΔΡΟΣ αναγγέλλει εις την Βουλήν τον θάνατον του βουλευτού Αττικοβοιωτίας Παναγή Χαροκόπου και ζητεί την άδειαν της Βουλής όπως εξ ονόματος αυτής κατατεθή στέφανος επί της σορού του μεταστάντος. [1324, 205, 1462, 342]
paragraph: ΒΙΕΝΝΗ, 8 Οκτωβρίου. Τηλεγραφούσιν εκ Θεσσαλονίκης εις το Έλλην Μητροπολιτικόν Αρχείον, ότι η δολοφονία του Μητροπολίτου Γρεβενών είνε έργον κουτσοβλάχων. [1324, 666, 1462, 775]
col5-news-left [1178, 496, 1316, 2081]
paragraph: —Δις τους έτους, κατά Απρίλιον του 16ου Οκτωβρίου, η τρίτη ημέρα της συνεδρίας της Βουλής θα είνε αφιερωμένη. [144, 2376, 399, 2416]
